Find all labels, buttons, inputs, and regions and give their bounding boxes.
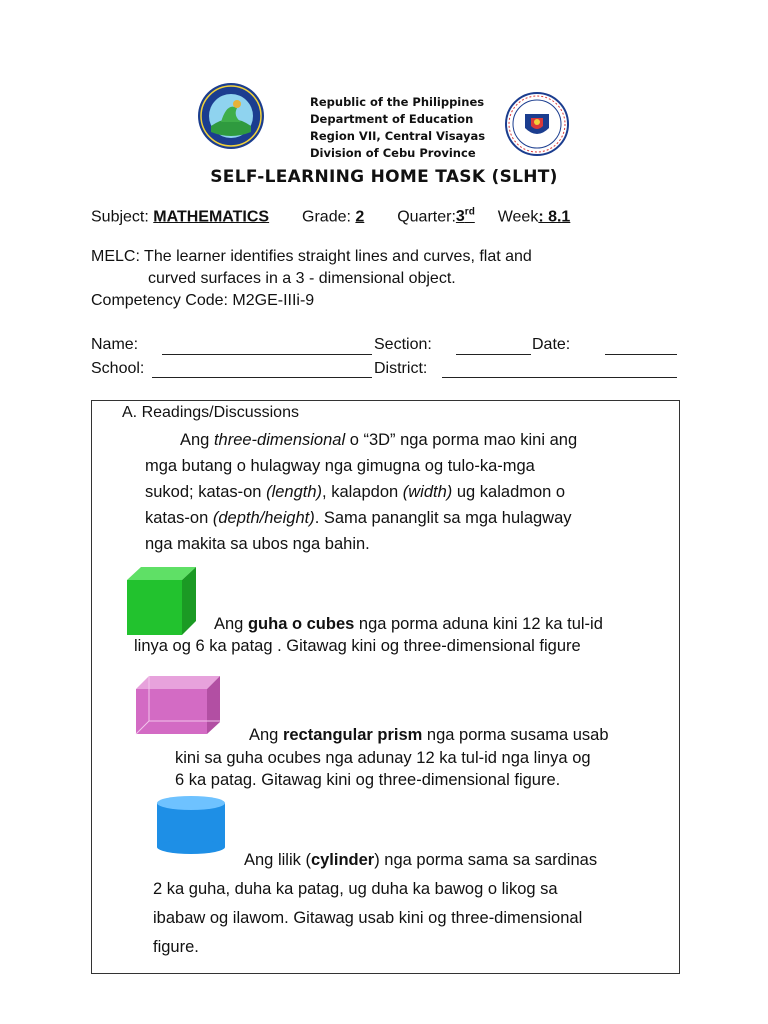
date-field[interactable] (605, 354, 677, 355)
deped-seal-logo (505, 92, 569, 156)
quarter-label: Quarter: (397, 208, 456, 226)
prism-line-1: Ang rectangular prism nga porma susama usab (249, 726, 609, 744)
cylinder-line-1: Ang lilik (cylinder) nga porma sama sa sardinas (244, 851, 598, 869)
intro-line-1: Ang three-dimensional o “3D” nga porma mao kini ang (180, 431, 578, 449)
intro-line-2: mga butang o hulagway nga gimugna og tulo-ka-mga (145, 457, 535, 475)
week-value: : 8.1 (538, 208, 571, 226)
name-label: Name: (91, 336, 139, 353)
prism-line-3: 6 ka patag. Gitawag kini og three-dimensional figure. (175, 771, 561, 789)
melc-line-1: MELC: The learner identifies straight lines and curves, flat and (91, 248, 532, 265)
subject-value: MATHEMATICS (153, 208, 270, 226)
name-field[interactable] (162, 354, 372, 355)
subject-row (91, 202, 570, 228)
cube-line-2: linya og 6 ka patag . Gitawag kini og three-dimensional figure (134, 637, 581, 655)
grade-value: 2 (355, 208, 365, 226)
header-division: Division of Cebu Province (310, 146, 476, 160)
subject-label: Subject: (91, 208, 149, 226)
melc-line-2: curved surfaces in a 3 - dimensional object. (148, 270, 456, 287)
section-field[interactable] (456, 354, 531, 355)
week-label: Week (497, 208, 539, 226)
intro-line-3: sukod; katas-on (length), kalapdon (width) ug kaladmon o (145, 483, 566, 501)
prism-line-2: kini sa guha ocubes nga adunay 12 ka tul-id nga linya og (175, 749, 591, 767)
header-org-block (310, 94, 485, 162)
cylinder-line-3: ibabaw og ilawom. Gitawag usab kini og three-dimensional (153, 909, 583, 927)
cylinder-line-4: figure. (153, 938, 199, 956)
school-label: School: (91, 360, 145, 377)
rectangular-prism-image (135, 675, 221, 735)
competency-code: Competency Code: M2GE-IIIi-9 (91, 292, 315, 309)
section-a-heading: A. Readings/Discussions (122, 404, 299, 421)
intro-line-5: nga makita sa ubos nga bahin. (145, 535, 370, 553)
date-label: Date: (532, 336, 571, 353)
district-label: District: (374, 360, 428, 377)
grade-label: Grade: (302, 208, 351, 226)
cube-image (125, 566, 197, 636)
district-field[interactable] (442, 377, 677, 378)
quarter-value: 3rd (455, 207, 475, 226)
division-seal-logo (197, 82, 265, 150)
header-region: Region VII, Central Visayas (310, 129, 486, 143)
header-republic: Republic of the Philippines (310, 95, 485, 109)
school-field[interactable] (152, 377, 372, 378)
cube-line-1: Ang guha o cubes nga porma aduna kini 12 ka tul-id (214, 615, 603, 633)
section-label: Section: (374, 336, 432, 353)
page-title: SELF-LEARNING HOME TASK (SLHT) (210, 167, 558, 187)
intro-line-4: katas-on (depth/height). Sama pananglit sa mga hulagway (145, 509, 572, 527)
header-department: Department of Education (310, 112, 474, 126)
cylinder-line-2: 2 ka guha, duha ka patag, ug duha ka bawog o likog sa (153, 880, 558, 898)
cylinder-image (155, 795, 227, 855)
